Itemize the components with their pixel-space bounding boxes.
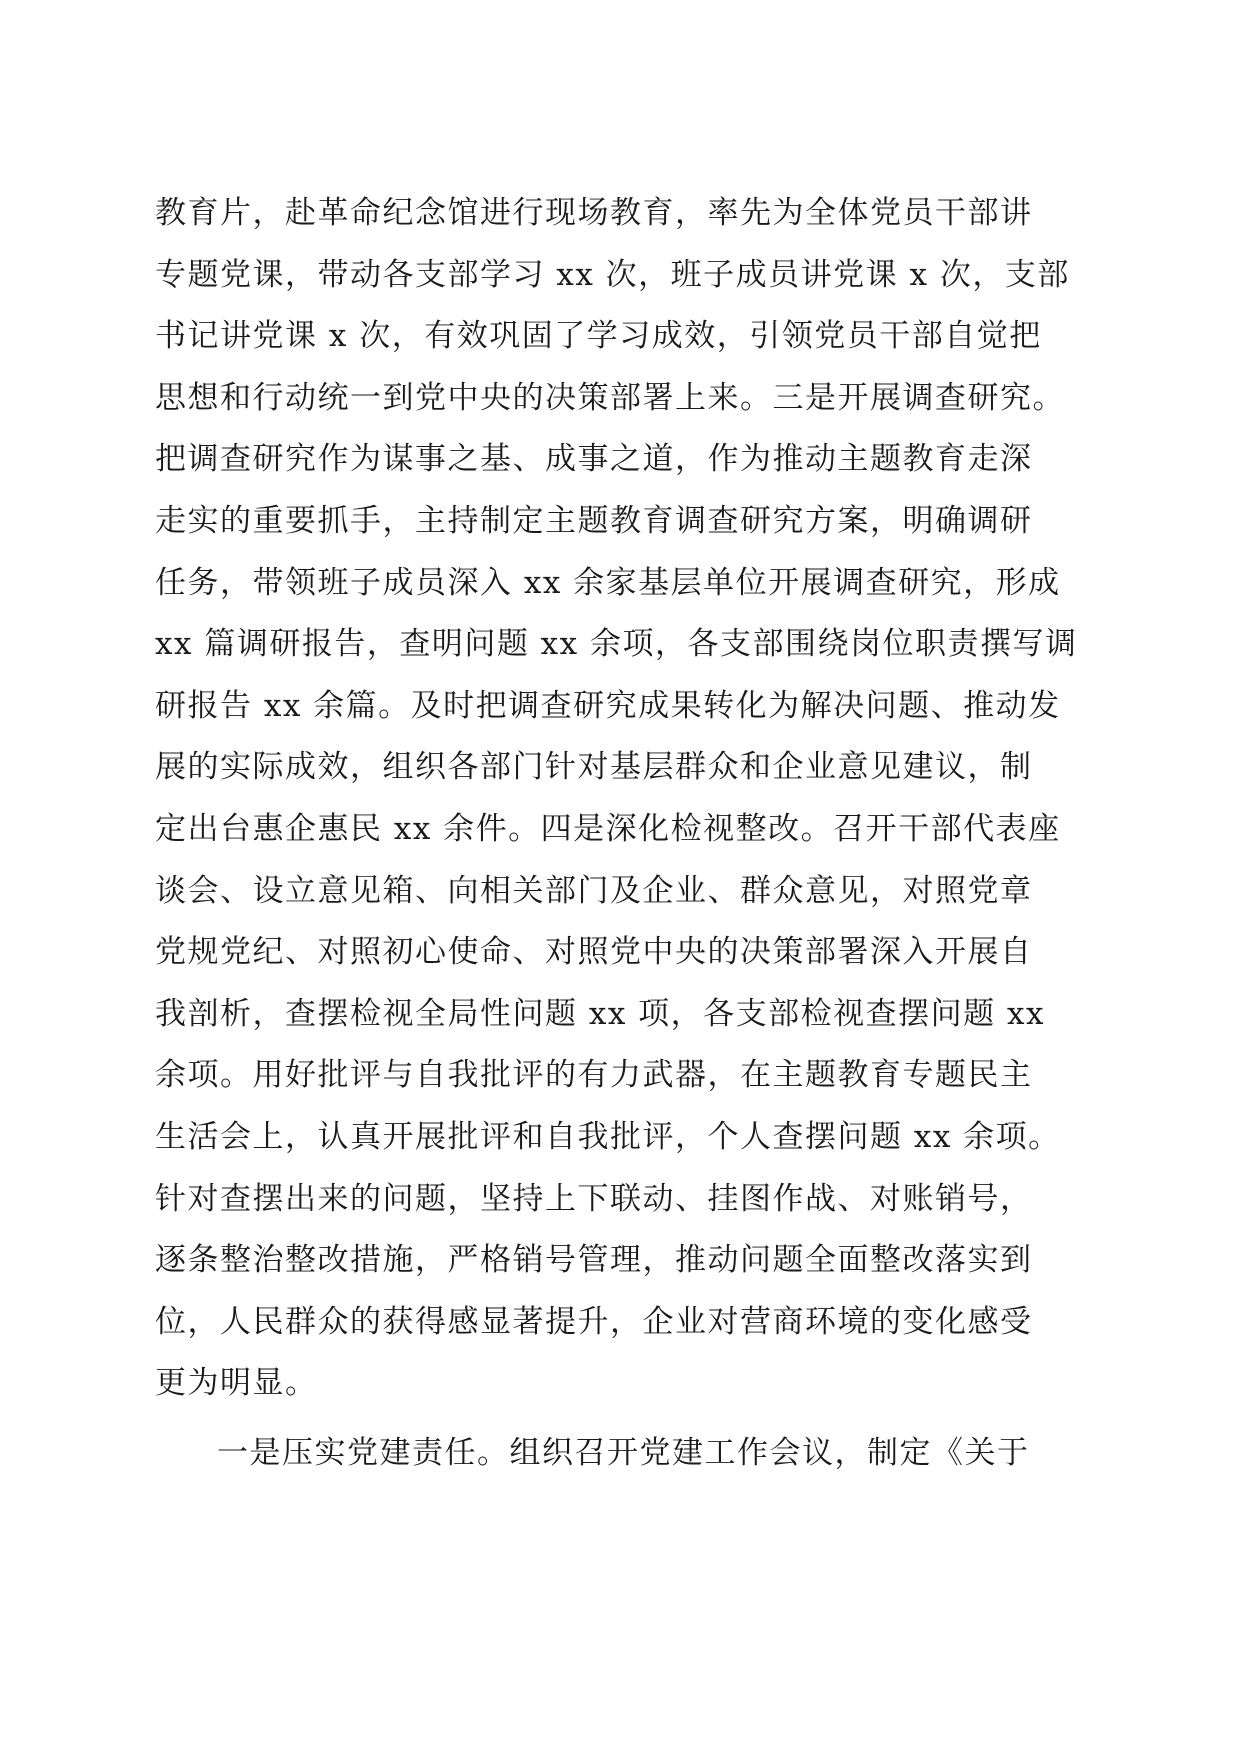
text-line: 研报告 xx 余篇。及时把调查研究成果转化为解决问题、推动发 [155,687,1061,724]
text-line: 走实的重要抓手，主持制定主题教育调查研究方案，明确调研 [155,502,1033,539]
text-line: 把调查研究作为谋事之基、成事之道，作为推动主题教育走深 [155,441,1033,478]
text-line: 书记讲党课 x 次，有效巩固了学习成效，引领党员干部自觉把 [155,318,1042,355]
text-line: 一是压实党建责任。组织召开党建工作会议，制定《关于 [217,1434,1030,1471]
text-line: 展的实际成效，组织各部门针对基层群众和企业意见建议，制 [155,749,1033,786]
text-line: 生活会上，认真开展批评和自我批评，个人查摆问题 xx 余项。 [155,1118,1061,1155]
text-line: 定出台惠企惠民 xx 余件。四是深化检视整改。召开干部代表座 [155,810,1061,847]
text-line: 逐条整治整改措施，严格销号管理，推动问题全面整改落实到 [155,1242,1033,1279]
text-line: xx 篇调研报告，查明问题 xx 余项，各支部围绕岗位职责撰写调 [155,626,1078,663]
text-line: 位，人民群众的获得感显著提升，企业对营商环境的变化感受 [155,1303,1033,1340]
text-line: 更为明显。 [155,1365,318,1402]
text-line: 任务，带领班子成员深入 xx 余家基层单位开展调查研究，形成 [155,564,1061,601]
text-line: 专题党课，带动各支部学习 xx 次，班子成员讲党课 x 次，支部 [155,256,1070,293]
text-line: 谈会、设立意见箱、向相关部门及企业、群众意见，对照党章 [155,872,1033,909]
paragraph-gap [155,1415,1095,1423]
paragraph [155,1423,1095,1485]
text-line: 党规党纪、对照初心使命、对照党中央的决策部署深入开展自 [155,934,1033,971]
paragraph [155,183,1095,1415]
text-line: 思想和行动统一到党中央的决策部署上来。三是开展调查研究。 [155,379,1065,416]
text-line: 针对查摆出来的问题，坚持上下联动、挂图作战、对账销号， [155,1180,1033,1217]
text-line: 教育片，赴革命纪念馆进行现场教育，率先为全体党员干部讲 [155,195,1033,231]
text-line: 我剖析，查摆检视全局性问题 xx 项，各支部检视查摆问题 xx [155,995,1045,1032]
text-line: 余项。用好批评与自我批评的有力武器，在主题教育专题民主 [155,1057,1033,1094]
document-body [155,183,1095,1484]
